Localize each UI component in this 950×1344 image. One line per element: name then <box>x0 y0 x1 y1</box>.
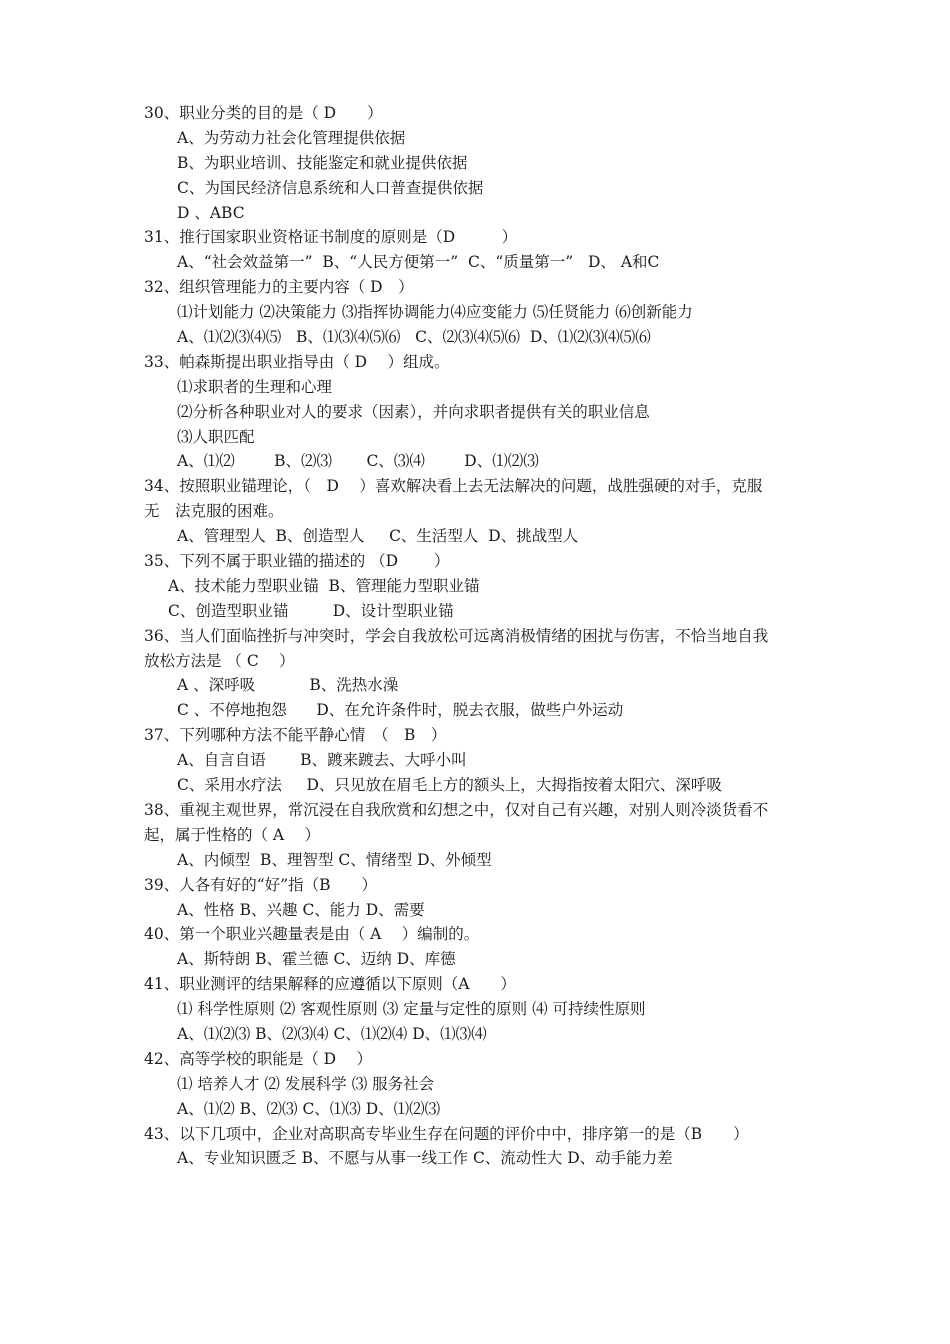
option-line: A、⑴⑵ B、⑵⑶ C、⑶⑷ D、⑴⑵⑶ <box>177 452 539 471</box>
question-list <box>144 101 812 1171</box>
option-line: B、为职业培训、技能鉴定和就业提供依据 <box>177 153 468 172</box>
option-line: A、“社会效益第一” B、“人民方便第一” C、“质量第一” D、 A和C <box>177 253 660 272</box>
question-line: 43、以下几项中，企业对高职高专毕业生存在问题的评价中中，排序第一的是（B ） <box>144 1124 749 1143</box>
question-line: 34、按照职业锚理论，（ D ）喜欢解决看上去无法解决的问题，战胜强硬的对手，克服 <box>144 477 763 496</box>
option-line: A、自言自语 B、踱来踱去、大呼小叫 <box>177 751 467 770</box>
option-line: C 、不停地抱怨 D、在允许条件时，脱去衣服，做些户外运动 <box>177 701 624 720</box>
option-line: ⑶人职匹配 <box>177 427 255 446</box>
question-line: 41、职业测评的结果解释的应遵循以下原则（A ） <box>144 975 516 994</box>
option-line: A、⑴⑵ B、⑵⑶ C、⑴⑶ D、⑴⑵⑶ <box>177 1099 441 1118</box>
option-line: C、为国民经济信息系统和人口普查提供依据 <box>177 178 484 197</box>
question-line: 31、推行国家职业资格证书制度的原则是（D ） <box>144 228 518 247</box>
option-line: A、专业知识匮乏 B、不愿与从事一线工作 C、流动性大 D、动手能力差 <box>177 1149 673 1168</box>
option-line: A、为劳动力社会化管理提供依据 <box>177 128 406 147</box>
question-line: 38、重视主观世界，常沉浸在自我欣赏和幻想之中，仅对自己有兴趣，对别人则冷淡货看不 <box>144 800 769 819</box>
option-line: C、创造型职业锚 D、设计型职业锚 <box>168 601 454 620</box>
option-line: A、管理型人 B、创造型人 C、生活型人 D、挑战型人 <box>177 527 579 546</box>
option-line: ⑴计划能力 ⑵决策能力 ⑶指挥协调能力⑷应变能力 ⑸任贤能力 ⑹创新能力 <box>177 303 693 322</box>
option-line: ⑵分析各种职业对人的要求（因素），并向求职者提供有关的职业信息 <box>177 402 650 421</box>
question-line: 33、帕森斯提出职业指导由（ D ）组成。 <box>144 352 450 371</box>
question-line: 无 法克服的困难。 <box>144 502 284 521</box>
option-line: A、斯特朗 B、霍兰德 C、迈纳 D、库德 <box>177 950 456 969</box>
option-line: A、⑴⑵⑶ B、⑵⑶⑷ C、⑴⑵⑷ D、⑴⑶⑷ <box>177 1024 487 1043</box>
option-line: ⑴ 培养人才 ⑵ 发展科学 ⑶ 服务社会 <box>177 1074 435 1093</box>
question-line: 起，属于性格的（ A ） <box>144 825 321 844</box>
question-line: 30、职业分类的目的是（ D ） <box>144 104 383 122</box>
option-line: A、性格 B、兴趣 C、能力 D、需要 <box>177 900 425 919</box>
option-line: A、技术能力型职业锚 B、管理能力型职业锚 <box>168 576 480 595</box>
option-line: A、⑴⑵⑶⑷⑸ B、⑴⑶⑷⑸⑹ C、⑵⑶⑷⑸⑹ D、⑴⑵⑶⑷⑸⑹ <box>177 328 651 347</box>
question-line: 36、当人们面临挫折与冲突时，学会自我放松可远离消极情绪的困扰与伤害，不恰当地自我 <box>144 626 769 645</box>
question-line: 40、第一个职业兴趣量表是由（ A ）编制的。 <box>144 925 480 944</box>
option-line: A 、深呼吸 B、洗热水澡 <box>177 676 399 695</box>
option-line: ⑴求职者的生理和心理 <box>177 377 333 396</box>
option-line: A、内倾型 B、理智型 C、情绪型 D、外倾型 <box>177 850 492 869</box>
option-line: ⑴ 科学性原则 ⑵ 客观性原则 ⑶ 定量与定性的原则 ⑷ 可持续性原则 <box>177 1000 646 1019</box>
question-line: 37、下列哪种方法不能平静心情 （ B ） <box>144 726 447 745</box>
question-line: 39、人各有好的“好”指（B ） <box>144 875 377 894</box>
question-line: 32、组织管理能力的主要内容（ D ） <box>144 278 414 297</box>
question-line: 35、下列不属于职业锚的描述的 （D ） <box>144 552 450 571</box>
option-line: C、采用水疗法 D、只见放在眉毛上方的额头上，大拇指按着太阳穴、深呼吸 <box>177 776 722 795</box>
question-line: 放松方法是 （ C ） <box>144 651 295 670</box>
option-line: D 、ABC <box>177 203 245 222</box>
question-line: 42、高等学校的职能是（ D ） <box>144 1049 373 1068</box>
